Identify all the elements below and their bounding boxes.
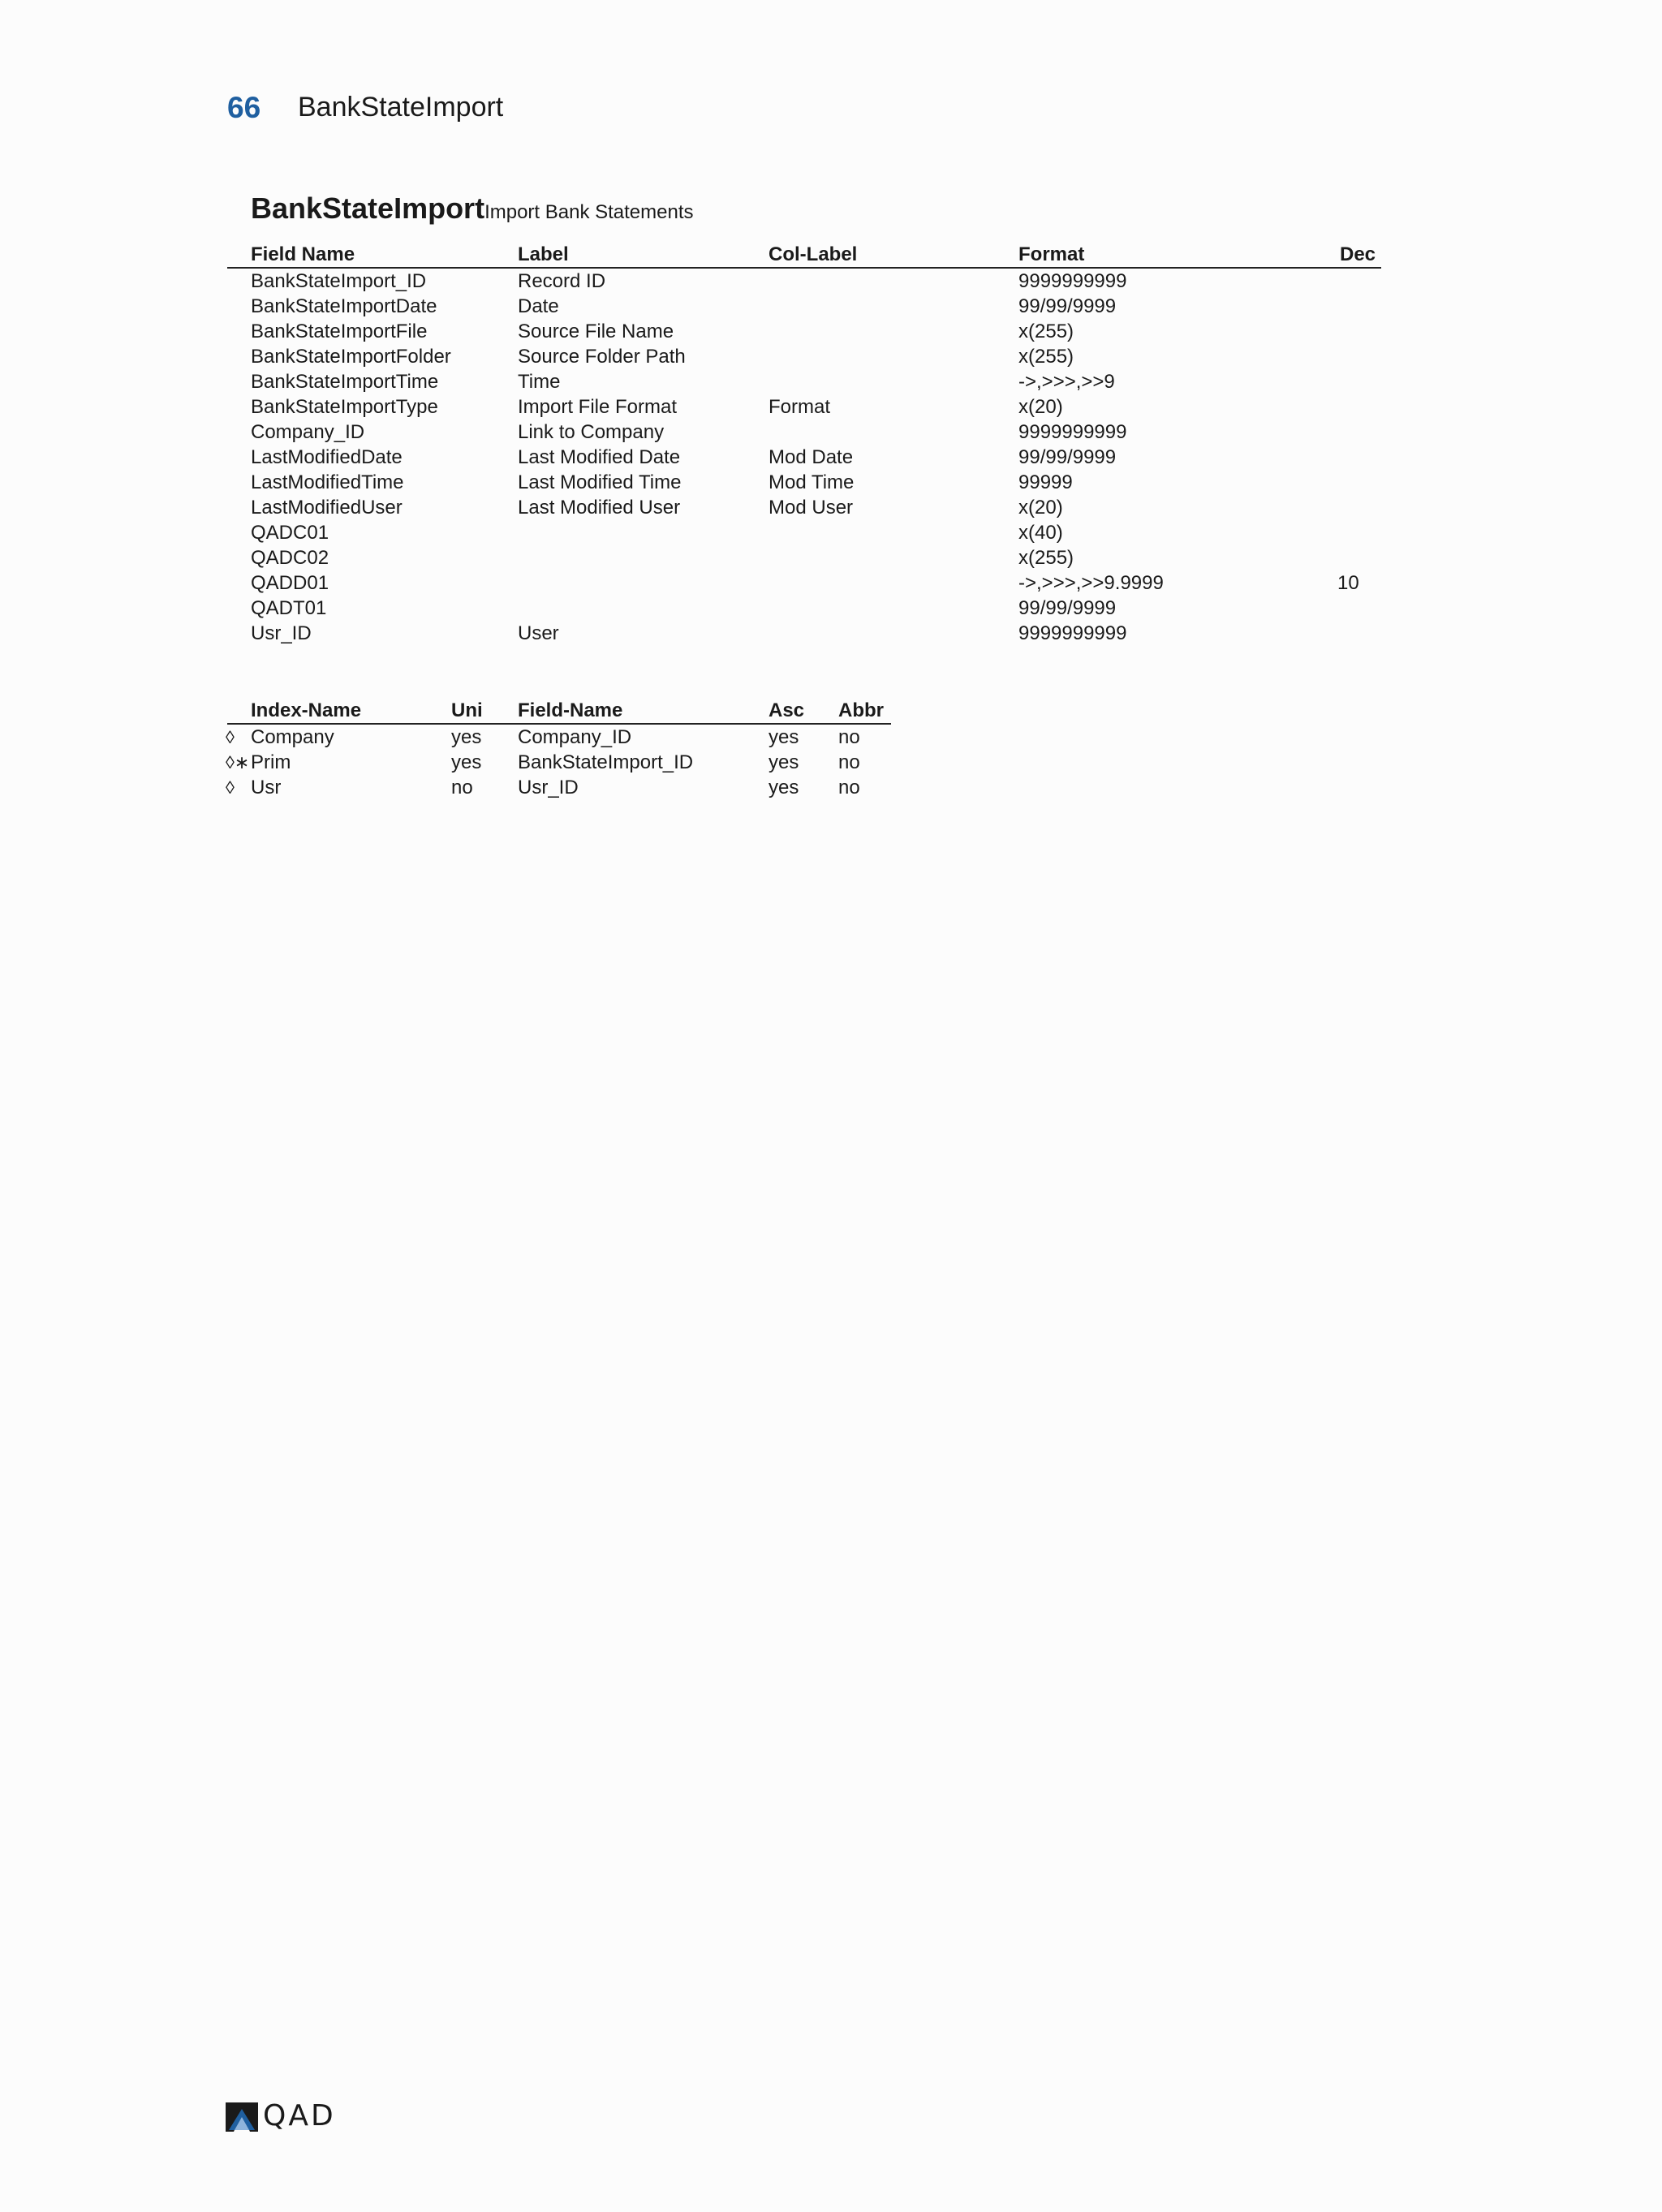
field-name-cell: BankStateImportDate (251, 295, 437, 317)
table-row (227, 775, 891, 800)
qad-logo-text: QAD (263, 2099, 336, 2132)
field-name-cell: BankStateImportFolder (251, 346, 451, 368)
table-row (227, 420, 1381, 445)
index-name-cell: Usr (251, 777, 282, 798)
index-marker: ◊ (226, 777, 235, 798)
column-header-label: Label (518, 243, 569, 265)
field-name-cell: BankStateImportTime (251, 371, 439, 393)
uni-cell: yes (451, 726, 482, 748)
table-row (227, 750, 891, 775)
label-cell: Import File Format (518, 396, 678, 418)
column-header-format: Format (1018, 243, 1085, 265)
label-cell: Source Folder Path (518, 346, 686, 368)
format-cell: 9999999999 (1018, 622, 1127, 644)
field-name-cell: LastModifiedDate (251, 446, 403, 468)
field-name-cell: QADD01 (251, 572, 329, 594)
format-cell: x(20) (1018, 396, 1063, 418)
column-header-field-name: Field-Name (518, 699, 623, 721)
table-row (227, 495, 1381, 520)
column-header-uni: Uni (451, 699, 483, 721)
table-row (227, 294, 1381, 319)
field-name-cell: BankStateImportFile (251, 321, 428, 342)
label-cell: Last Modified Time (518, 471, 682, 493)
index-name-cell: Prim (251, 751, 291, 773)
uni-cell: no (451, 777, 473, 798)
field-name-cell: QADC02 (251, 547, 329, 569)
column-header-abbr: Abbr (838, 699, 884, 721)
abbr-cell: no (838, 726, 860, 748)
table-row (227, 596, 1381, 621)
label-cell: Source File Name (518, 321, 674, 342)
table-row (227, 621, 1381, 646)
field-name-cell: Company_ID (518, 726, 632, 748)
field-name-cell: Usr_ID (518, 777, 579, 798)
format-cell: 9999999999 (1018, 270, 1127, 292)
table-row (227, 344, 1381, 369)
column-header-dec: Dec (1340, 243, 1376, 265)
format-cell: 99999 (1018, 471, 1073, 493)
index-marker: ◊ (226, 727, 235, 747)
label-cell: Record ID (518, 270, 606, 292)
label-cell: User (518, 622, 559, 644)
column-header-index-name: Index-Name (251, 699, 362, 721)
asc-cell: yes (769, 777, 799, 798)
format-cell: 9999999999 (1018, 421, 1127, 443)
field-name-cell: Company_ID (251, 421, 365, 443)
header-title: BankStateImport (298, 92, 504, 123)
field-name-cell: BankStateImport_ID (518, 751, 694, 773)
col-label-cell: Mod Date (769, 446, 854, 468)
table-row (227, 520, 1381, 545)
label-cell: Last Modified User (518, 497, 681, 519)
abbr-cell: no (838, 777, 860, 798)
field-name-cell: LastModifiedUser (251, 497, 403, 519)
format-cell: x(255) (1018, 321, 1074, 342)
field-name-cell: Usr_ID (251, 622, 312, 644)
field-table (227, 242, 1381, 646)
table-row (227, 369, 1381, 394)
table-row (227, 545, 1381, 570)
column-header-col-label: Col-Label (769, 243, 858, 265)
format-cell: ->,>>>,>>9 (1018, 371, 1115, 393)
format-cell: x(40) (1018, 522, 1063, 544)
label-cell: Link to Company (518, 421, 665, 443)
table-row (227, 570, 1381, 596)
field-table-header (227, 242, 1381, 269)
field-table-body (227, 269, 1381, 646)
index-marker: ◊∗ (226, 752, 250, 772)
format-cell: x(255) (1018, 346, 1074, 368)
field-name-cell: QADT01 (251, 597, 327, 619)
qad-logo-icon (226, 2102, 258, 2132)
label-cell: Last Modified Date (518, 446, 681, 468)
format-cell: x(255) (1018, 547, 1074, 569)
asc-cell: yes (769, 726, 799, 748)
label-cell: Date (518, 295, 559, 317)
col-label-cell: Format (769, 396, 831, 418)
abbr-cell: no (838, 751, 860, 773)
format-cell: x(20) (1018, 497, 1063, 519)
field-name-cell: BankStateImportType (251, 396, 438, 418)
table-row (227, 470, 1381, 495)
table-row (227, 394, 1381, 420)
label-cell: Time (518, 371, 561, 393)
table-row (227, 319, 1381, 344)
field-name-cell: QADC01 (251, 522, 329, 544)
table-row (227, 725, 891, 750)
table-name: BankStateImport (251, 192, 485, 225)
table-description: Import Bank Statements (484, 201, 694, 223)
asc-cell: yes (769, 751, 799, 773)
format-cell: 99/99/9999 (1018, 597, 1117, 619)
index-name-cell: Company (251, 726, 334, 748)
page-number: 66 (227, 91, 261, 124)
index-table (227, 698, 891, 800)
col-label-cell: Mod User (769, 497, 854, 519)
field-name-cell: LastModifiedTime (251, 471, 404, 493)
column-header-field-name: Field Name (251, 243, 355, 265)
index-table-body (227, 725, 891, 800)
field-name-cell: BankStateImport_ID (251, 270, 427, 292)
format-cell: 99/99/9999 (1018, 295, 1117, 317)
index-table-header (227, 698, 891, 725)
table-row (227, 269, 1381, 294)
table-heading (251, 192, 694, 226)
format-cell: ->,>>>,>>9.9999 (1018, 572, 1164, 594)
uni-cell: yes (451, 751, 482, 773)
table-row (227, 445, 1381, 470)
column-header-asc: Asc (769, 699, 805, 721)
col-label-cell: Mod Time (769, 471, 855, 493)
dec-cell: 10 (1337, 572, 1359, 594)
format-cell: 99/99/9999 (1018, 446, 1117, 468)
